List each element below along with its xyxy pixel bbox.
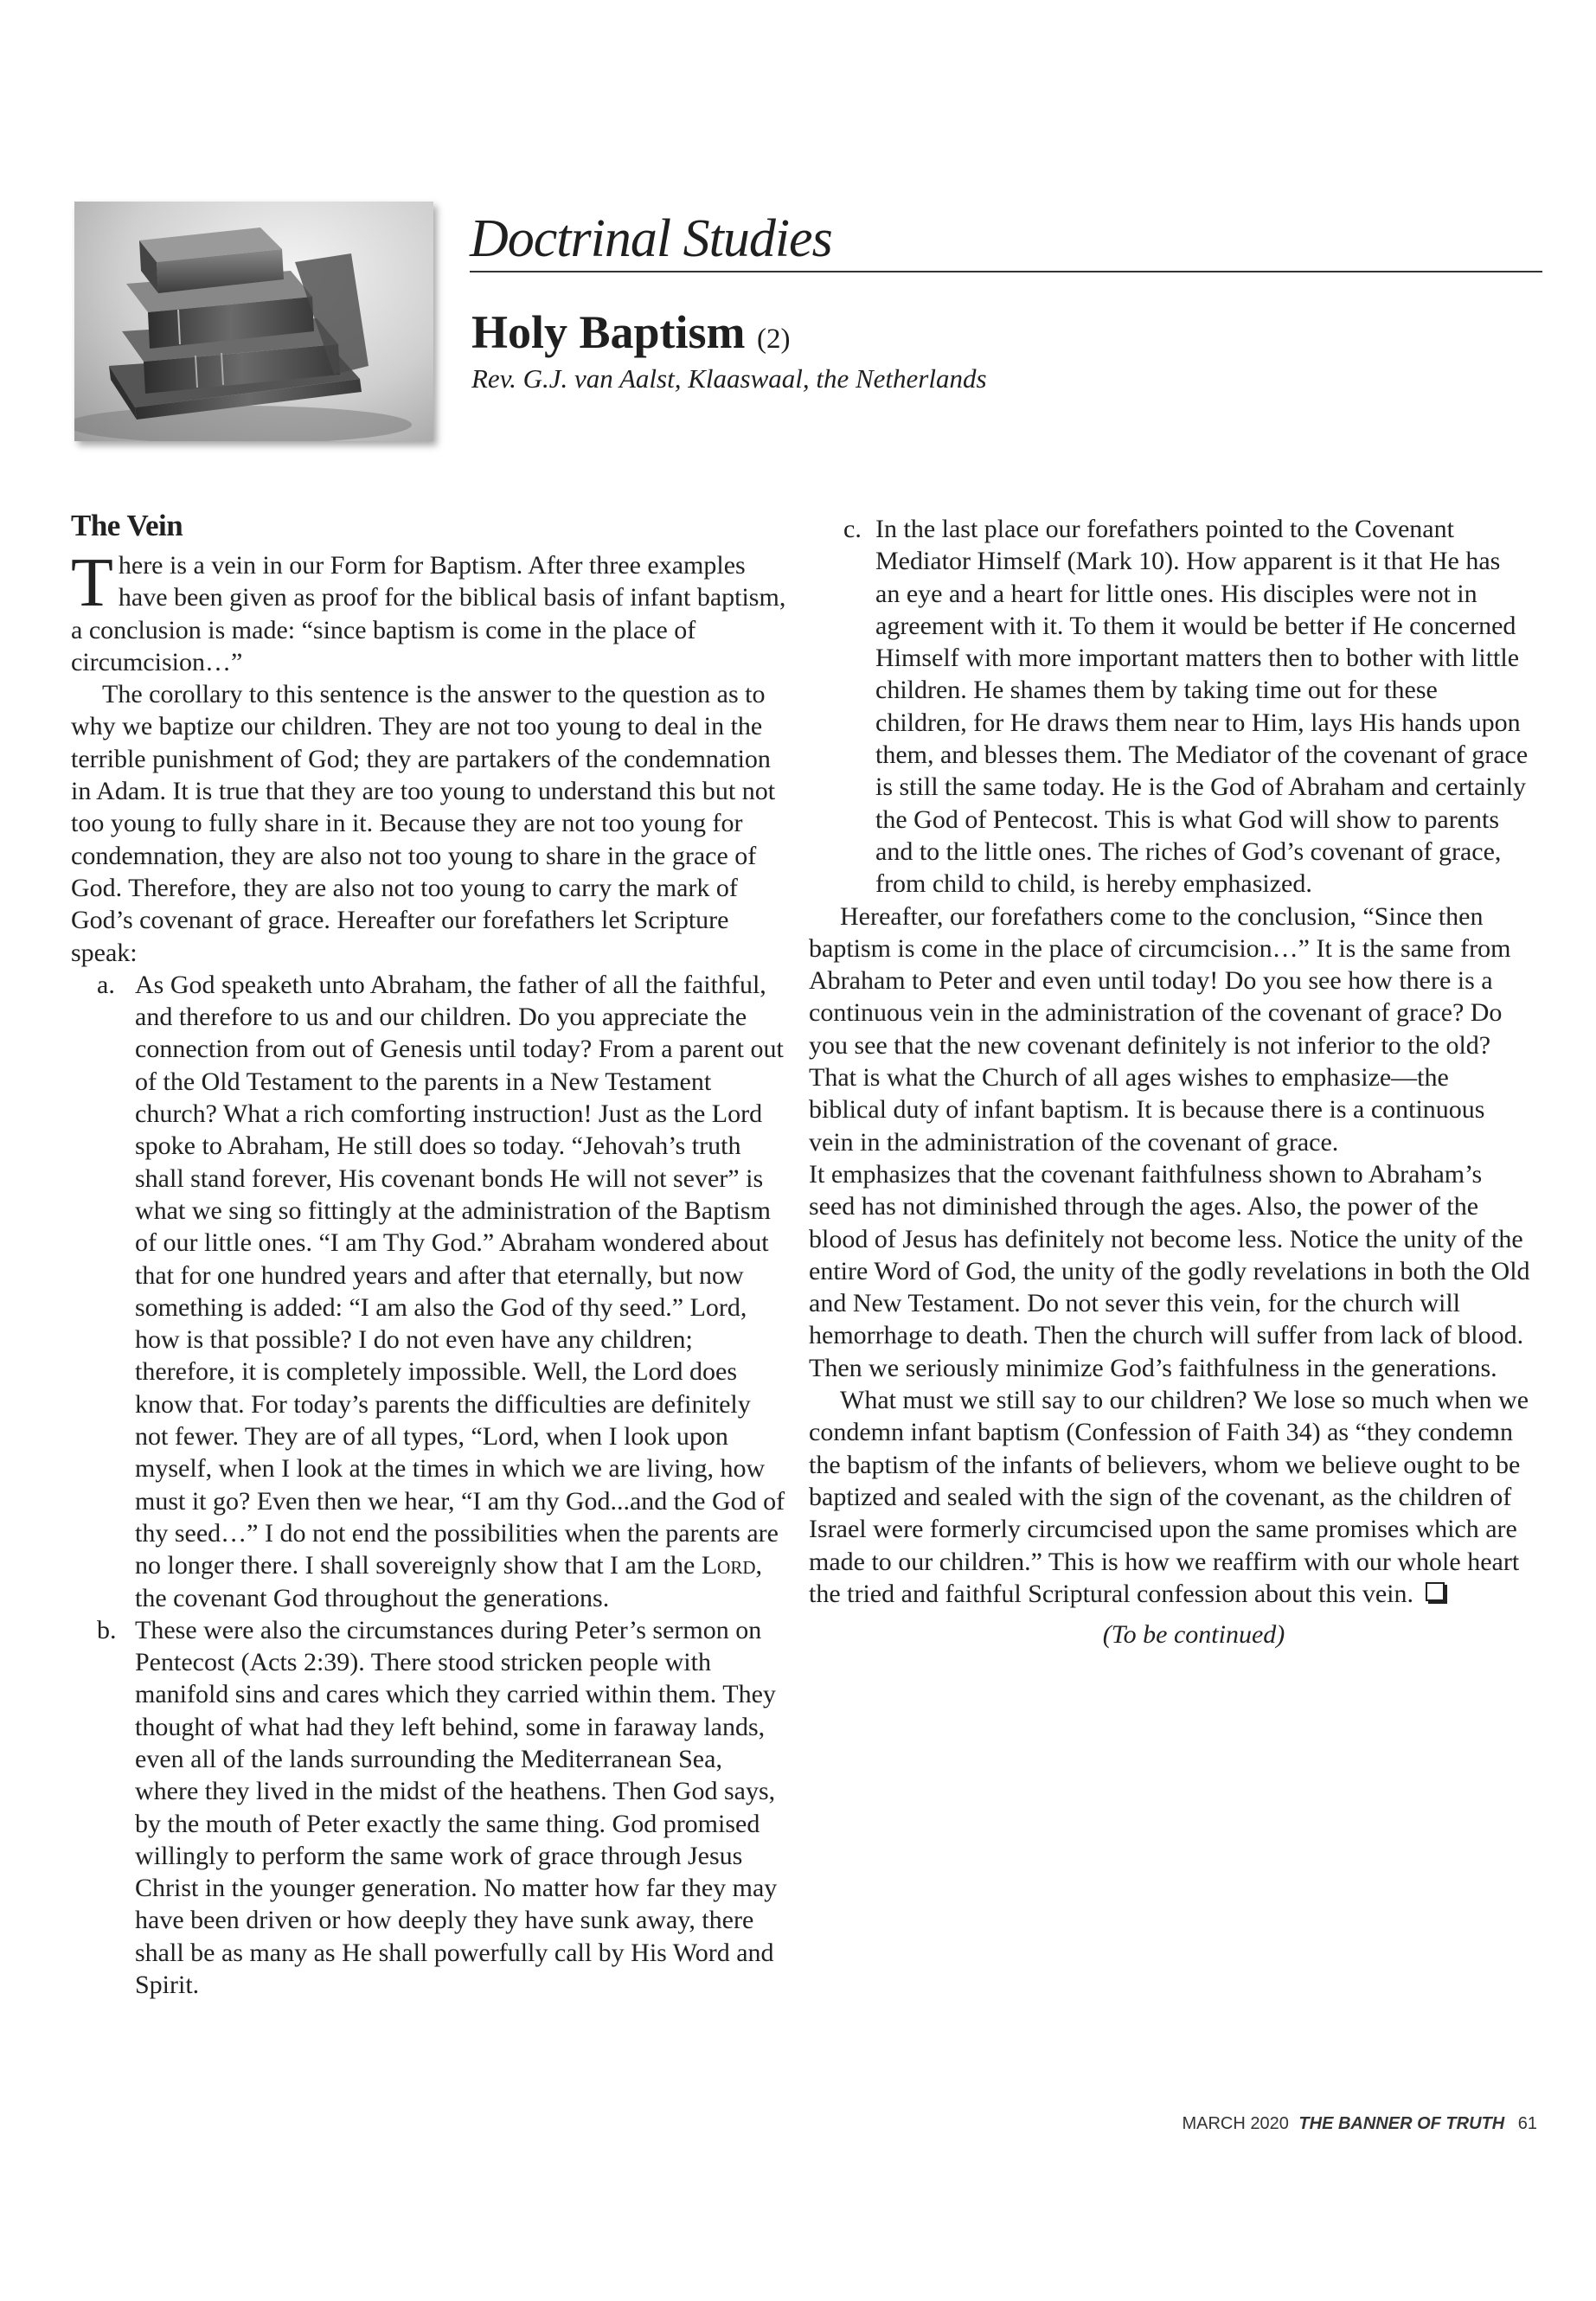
article-byline: Rev. G.J. van Aalst, Klaaswaal, the Netherlands <box>471 363 987 394</box>
intro-paragraph <box>71 545 789 678</box>
list-item-c <box>809 513 1531 901</box>
list-letter-c: c. <box>843 515 862 543</box>
list-item-b-text: These were also the circumstances during Peter’s sermon on Pentecost (Acts 2:39). There stood stricken people with manifold sins and cares which they carried within them. They thought of what had they left behind, some in faraway lands, even all of the lands surrounding the Mediterranean Sea, where they lived in the midst of the heathens. Then God says, by the mouth of Peter exactly the same thing. God promised willingly to perform the same work of grace through Jesus Christ in the younger generation. No matter how far they may have been driven or how deeply they have sunk away, there shall be as many as He shall powerfully call by His Word and Spirit. <box>135 1615 778 2000</box>
right-column <box>809 513 1531 1650</box>
left-column <box>71 506 789 2001</box>
article-title-text: Holy Baptism <box>471 306 746 358</box>
footer-magazine: THE BANNER OF TRUTH <box>1298 2114 1505 2133</box>
paragraph-5-text: What must we still say to our children? We lose so much when we condemn infant baptism (Confession of Faith 34) as “they condemn the baptism of the infants of believers, whom we believe ought to be baptized and sealed with the sign of the covenant, as the children of Israel were formerly circumcised upon the same promises which are made to our children.” This is how we reaffirm with our whole heart the tried and faithful Scriptural confession about this vein. <box>809 1386 1529 1608</box>
list-letter-a: a. <box>97 970 115 999</box>
lord-small-caps: Lord <box>701 1551 756 1580</box>
list-item-a <box>71 969 789 1614</box>
article-title <box>471 304 791 367</box>
intro-text: here is a vein in our Form for Baptism. After three examples have been given as proof for the biblical basis of infant baptism, a conclusion is made: “since baptism is come in the place of circumcision…” <box>71 551 786 676</box>
series-divider <box>470 271 1542 272</box>
list-item-a-text-end: , the covenant God throughout the generations. <box>135 1551 763 1612</box>
paragraph-3: Hereafter, our forefathers come to the conclusion, “Since then baptism is come in the place of circumcision…” It is the same from Abraham to Peter and even until today! Do you see how there is a continuous vein in the administration of the covenant of grace? Do you see that the new covenant definitely is not inferior to the old? That is what the Church of all ages wishes to emphasize—the biblical duty of infant baptism. It is because there is a continuous vein in the administration of the covenant of grace. <box>809 901 1511 1157</box>
end-of-article-box-icon <box>1426 1582 1445 1601</box>
article-part-number: (2) <box>757 324 791 355</box>
footer-issue: MARCH 2020 <box>1182 2114 1289 2133</box>
to-be-continued: (To be continued) <box>1102 1620 1285 1650</box>
paragraph-2: The corollary to this sentence is the answer to the question as to why we baptize our children. They are not too young to deal in the terrible punishment of God; they are partakers of the condemnation in Adam. It is true that they are too young to understand this but not too young to fully share in it. Because they are not too young for condemnation, they are also not too young to share in the grace of God. Therefore, they are also not too young to carry the mark of God’s covenant of grace. Hereafter our forefathers let Scripture speak: <box>71 680 776 967</box>
list-item-a-text: As God speaketh unto Abraham, the father of all the faithful, and therefore to us and our children. Do you appreciate the connection from out of Genesis until today? From a parent out of the Old Testament to the parents in a New Testament church? What a rich comforting instruction! Just as the Lord spoke to Abraham, He still does so today. “Jehovah’s truth shall stand forever, His covenant bonds He will not sever” is what we sing so fittingly at the administration of the Baptism of our little ones. “I am Thy God.” Abraham wondered about that for one hundred years and after that eternally, but now something is added: “I am also the God of thy seed.” Lord, how is that possible? I do not even have any children; therefore, it is completely impossible. Well, the Lord does know that. For today’s parents the difficulties are definitely not fewer. They are of all types, “Lord, when I look upon myself, when I look at the times in which we are living, how must it go? Even then we hear, “I am thy God...and the God of thy seed…” I do not end the possibilities when the parents are no longer there. I shall sovereignly show that I am the <box>135 970 785 1580</box>
list-item-b <box>71 1614 789 2002</box>
page-footer <box>1182 2114 1537 2134</box>
paragraph-4: It emphasizes that the covenant faithfulness shown to Abraham’s seed has not diminished through the ages. Also, the power of the blood of Jesus has definitely not become less. Notice the unity of the entire Word of God, the unity of the godly revelations in both the Old and New Testament. Do not sever this vein, for the church will hemorrhage to death. Then the church will suffer from lack of blood. Then we seriously minimize God’s faithfulness in the generations. <box>809 1159 1530 1382</box>
books-illustration <box>74 202 433 441</box>
paragraph-5 <box>809 1384 1531 1610</box>
section-heading: The Vein <box>71 509 183 542</box>
list-letter-b: b. <box>97 1615 117 1644</box>
footer-page-number: 61 <box>1517 2114 1537 2133</box>
list-item-c-text: In the last place our forefathers pointed to the Covenant Mediator Himself (Mark 10). How apparent is it that He has an eye and a heart for little ones. His disciples were not in agreement with it. To them it would be better if He concerned Himself with more important matters then to bother with little children. He shames them by taking time out for these children, for He draws them near to Him, lays His hands upon them, and blesses them. The Mediator of the covenant of grace is still the same today. He is the God of Abraham and certainly the God of Pentecost. This is what God will show to parents and to the little ones. The riches of God’s covenant of grace, from child to child, is hereby emphasized. <box>875 515 1529 899</box>
drop-cap: T <box>71 545 113 621</box>
stacked-books-photo <box>74 202 433 441</box>
series-title: Doctrinal Studies <box>470 209 832 268</box>
